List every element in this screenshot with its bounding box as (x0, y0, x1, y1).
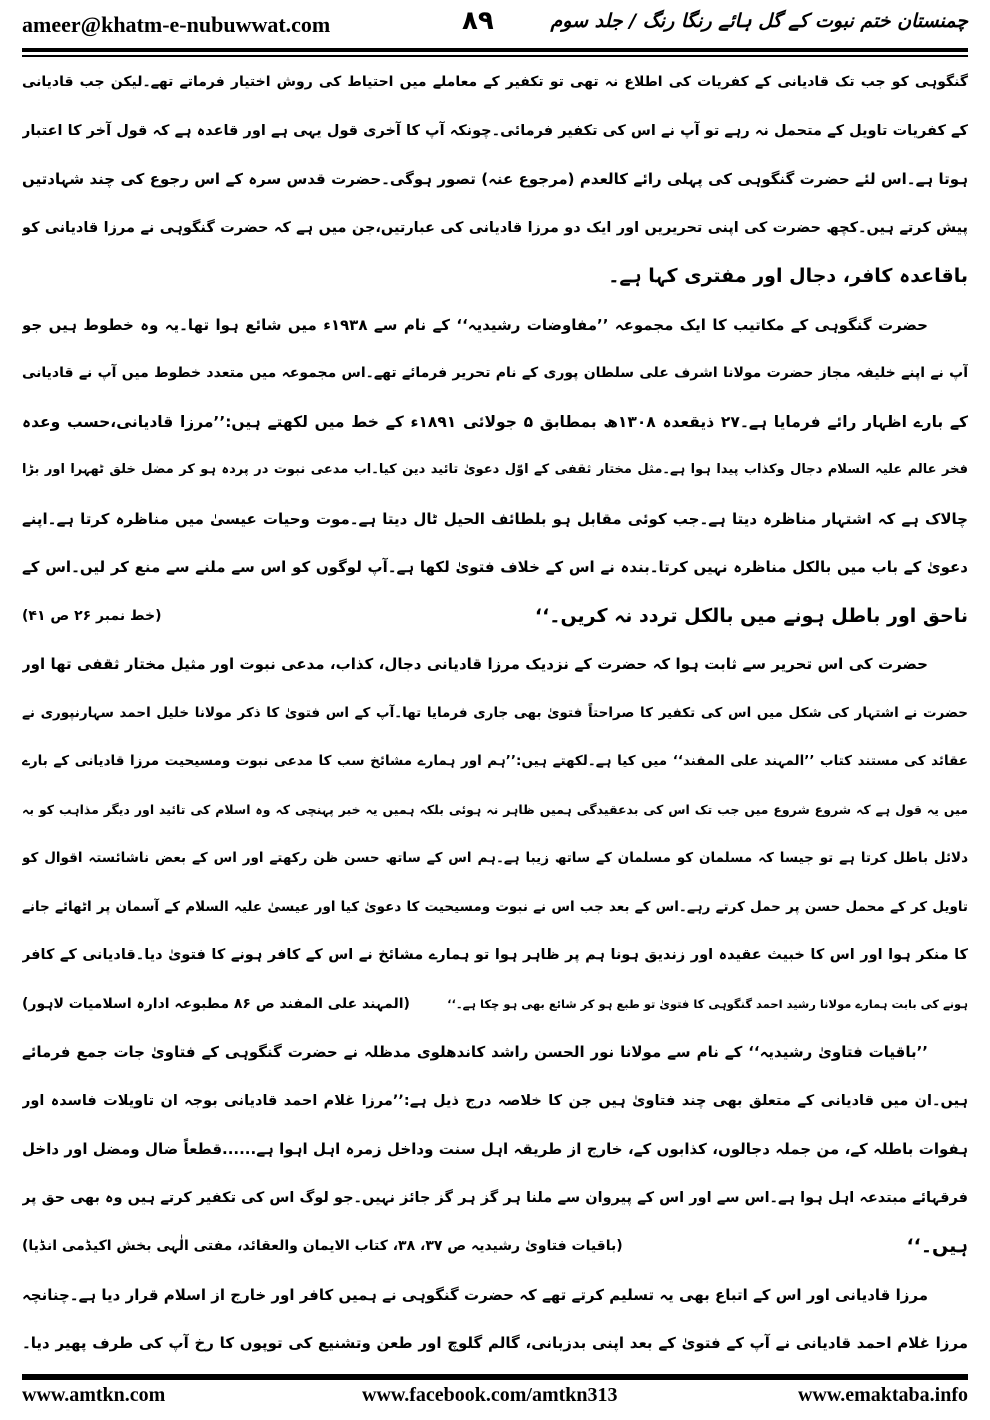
page-number: ۸۹ (462, 6, 494, 36)
text-line (22, 58, 968, 107)
citation-reference: (خط نمبر ۲۶ ص ۴۱) (22, 607, 162, 624)
text-line (22, 1222, 968, 1271)
line-text: ہیں۔‘‘ (906, 1235, 968, 1257)
line-text: کے کفریات تاویل کے متحمل نہ رہے تو آپ نے اس کی تکفیر فرمائی۔چونکہ آپ کا آخری قول یہی ہے اور قاعدہ ہے کہ قول آخر کا اعتبار (22, 122, 968, 139)
line-text: ہیں۔ان میں قادیانی کے متعلق بھی چند فتاویٰ ہیں جن کا خلاصہ درج ذیل ہے:’’مرزا غلام احمد قادیانی بوجہ ان تاویلات فاسدہ اور (22, 1092, 968, 1109)
line-text: میں یہ قول ہے کہ شروع شروع میں جب تک اس کی بدعقیدگی ہمیں ظاہر نہ ہوئی بلکہ ہمیں یہ خبر پہنچی کہ وہ اسلام کی تائید اور دیگر مذاہب کو بہ (22, 801, 968, 817)
text-line (22, 1319, 968, 1368)
text-line (22, 204, 968, 253)
text-line (22, 592, 968, 641)
text-line (22, 1174, 968, 1223)
text-line (22, 446, 968, 495)
text-line (22, 786, 968, 835)
line-text: ناحق اور باطل ہونے میں بالکل تردد نہ کریں۔‘‘ (534, 604, 968, 627)
line-text: گنگوہی کو جب تک قادیانی کے کفریات کی اطلاع نہ تھی تو تکفیر کے معاملے میں احتیاط کی روش اختیار فرماتے تھے۔لیکن جب قادیانی (22, 74, 968, 90)
header-rule (22, 48, 968, 52)
line-text: ہفوات باطلہ کے، من جملہ دجالوں، کذابوں کے، خارج از طریقہ اہل سنت وداخل زمرہ اہل اہوا ہے......قطعاً ضال ومضل اور داخل (22, 1140, 968, 1158)
line-text: چالاک ہے کہ اشتہار مناظرہ دیتا ہے۔جب کوئی مقابل ہو بلطائف الحیل ٹال دیتا ہے۔موت وحیات عیسیٰ میں مناظرہ کرتا ہے۔اپنے (22, 509, 968, 528)
text-line (22, 1271, 968, 1320)
line-text: حضرت گنگوہی کے مکاتیب کا ایک مجموعہ ’’مفاوضات رشیدیہ‘‘ کے نام سے ۱۹۳۸ء میں شائع ہوا تھا۔یہ وہ خطوط ہیں جو (22, 315, 928, 334)
line-text: حضرت کی اس تحریر سے ثابت ہوا کہ حضرت کے نزدیک مرزا قادیانی دجال، کذاب، مدعی نبوت اور مثیل مختار ثقفی تھا اور (22, 655, 928, 673)
line-text: کے بارے اظہار رائے فرمایا ہے۔۲۷ ذیقعدہ ۱۳۰۸ھ بمطابق ۵ جولائی ۱۸۹۱ء کے خط میں لکھتے ہیں:’’مرزا قادیانی،حسب وعدہ (22, 412, 968, 431)
line-text: ہونے کی بابت ہمارے مولانا رشید احمد گنگوہی کا فتویٰ تو طبع ہو کر شائع بھی ہو چکا ہے۔‘‘ (447, 996, 968, 1011)
header-rule-thin (22, 55, 968, 57)
text-line (22, 301, 968, 350)
text-line (22, 1077, 968, 1126)
footer-link-facebook[interactable]: www.facebook.com/amtkn313 (362, 1384, 618, 1406)
text-line (22, 931, 968, 980)
citation-reference: (المہند علی المفند ص ۸۶ مطبوعہ ادارہ اسلامیات لاہور) (22, 995, 410, 1012)
line-text: ’’باقیات فتاویٰ رشیدیہ‘‘ کے نام سے مولانا نور الحسن راشد کاندھلوی مدظلہ نے حضرت گنگوہی کے فتاویٰ جات جمع فرمائے (22, 1043, 928, 1061)
footer-link-emaktaba[interactable]: www.emaktaba.info (797, 1384, 968, 1406)
text-line (22, 543, 968, 592)
text-line (22, 689, 968, 738)
text-line (22, 107, 968, 156)
text-line (22, 252, 968, 301)
text-line (22, 737, 968, 786)
line-text: کا منکر ہوا اور اس کا خبیث عقیدہ اور زندیق ہونا ہم پر ظاہر ہوا تو ہمارے مشائخ نے اس کے کافر ہونے کا فتویٰ دیا۔قادیانی کے کافر (22, 947, 968, 963)
text-line (22, 980, 968, 1029)
page-footer (22, 1384, 968, 1414)
line-text: مرزا غلام احمد قادیانی نے آپ کے فتویٰ کے بعد اپنی بدزبانی، گالم گلوچ اور طعن وتشنیع کی توپوں کا رخ آپ کی طرف پھیر دیا۔ (22, 1334, 968, 1352)
line-text: فرقہائے مبتدعہ اہل ہوا ہے۔اس سے اور اس کے پیروان سے ملنا ہر گز ہر گز جائز نہیں۔جو لوگ اس کی تکفیر کرتے ہیں وہ بھی حق پر (22, 1189, 968, 1206)
page-body-text (22, 58, 968, 1368)
text-line (22, 834, 968, 883)
text-line (22, 640, 968, 689)
text-line (22, 349, 968, 398)
text-line (22, 1028, 968, 1077)
text-line (22, 398, 968, 447)
text-line (22, 495, 968, 544)
line-text: عقائد کی مستند کتاب ’’المہند علی المفند‘‘ میں کیا ہے۔لکھتے ہیں:’’ہم اور ہمارے مشائخ سب کا مدعی نبوت ومسیحیت مرزا قادیانی کے بارے (22, 753, 968, 769)
line-text: تاویل کر کے محمل حسن پر حمل کرتے رہے۔اس کے بعد جب اس نے نبوت ومسیحیت کا دعویٰ کیا اور عیسیٰ علیہ السلام کے آسمان پر اٹھائے جانے (22, 898, 968, 915)
line-text: دعویٰ کے باب میں بالکل مناظرہ نہیں کرتا۔بندہ نے اس کے خلاف فتویٰ لکھا ہے۔آپ لوگوں کو اس سے ملنے سے منع کر لیں۔اس کے (22, 558, 968, 576)
line-text: حضرت نے اشتہار کی شکل میں اس کی تکفیر کا صراحتاً فتویٰ بھی جاری فرمایا تھا۔آپ کے اس فتویٰ کا ذکر مولانا خلیل احمد سہارنپوری نے (22, 704, 968, 721)
line-text: فخر عالم علیہ السلام دجال وکذاب پیدا ہوا ہے۔مثل مختار ثقفی کے اوّل دعویٰ تائید دین کیا۔اب مدعی نبوت در پردہ ہو کر مضل خلق ٹھہرا اور بڑا (22, 462, 968, 477)
book-title: چمنستان ختم نبوت کے گل ہائے رنگا رنگ / جلد سوم (550, 10, 968, 32)
line-text: آپ نے اپنے خلیفہ مجاز حضرت مولانا اشرف علی سلطان پوری کے نام تحریر فرمائے تھے۔اس مجموعہ میں متعدد خطوط میں آپ نے قادیانی (22, 365, 968, 381)
line-text: پیش کرتے ہیں۔کچھ حضرت کی اپنی تحریریں اور ایک دو مرزا قادیانی کی عبارتیں،جن میں ہے کہ حضرت گنگوہی نے مرزا قادیانی کو (22, 219, 968, 236)
text-line (22, 883, 968, 932)
line-text: ہوتا ہے۔اس لئے حضرت گنگوہی کی پہلی رائے کالعدم (مرجوع عنہ) تصور ہوگی۔حضرت قدس سرہ کے اس رجوع کی چند شہادتیں (22, 170, 968, 188)
line-text: باقاعدہ کافر، دجال اور مفتری کہا ہے۔ (608, 265, 968, 287)
line-text: دلائل باطل کرتا ہے تو جیسا کہ مسلمان کو مسلمان کے ساتھ زیبا ہے۔ہم اس کے ساتھ حسن ظن رکھتے اور اس کے بعض ناشائستہ اقوال کو (22, 850, 968, 866)
footer-rule (22, 1374, 968, 1380)
text-line (22, 1125, 968, 1174)
footer-link-amtkn[interactable]: www.amtkn.com (22, 1384, 166, 1406)
line-text: مرزا قادیانی اور اس کے اتباع بھی یہ تسلیم کرتے تھے کہ حضرت گنگوہی نے ہمیں کافر اور خارج از اسلام قرار دیا ہے۔چنانچہ (22, 1285, 928, 1304)
text-line (22, 155, 968, 204)
header-email: ameer@khatm-e-nubuwwat.com (22, 12, 331, 37)
page-header (22, 6, 968, 46)
citation-reference: (باقیات فتاویٰ رشیدیہ ص ۳۷، ۳۸، کتاب الایمان والعقائد، مفتی الٰہی بخش اکیڈمی انڈیا) (22, 1238, 623, 1254)
